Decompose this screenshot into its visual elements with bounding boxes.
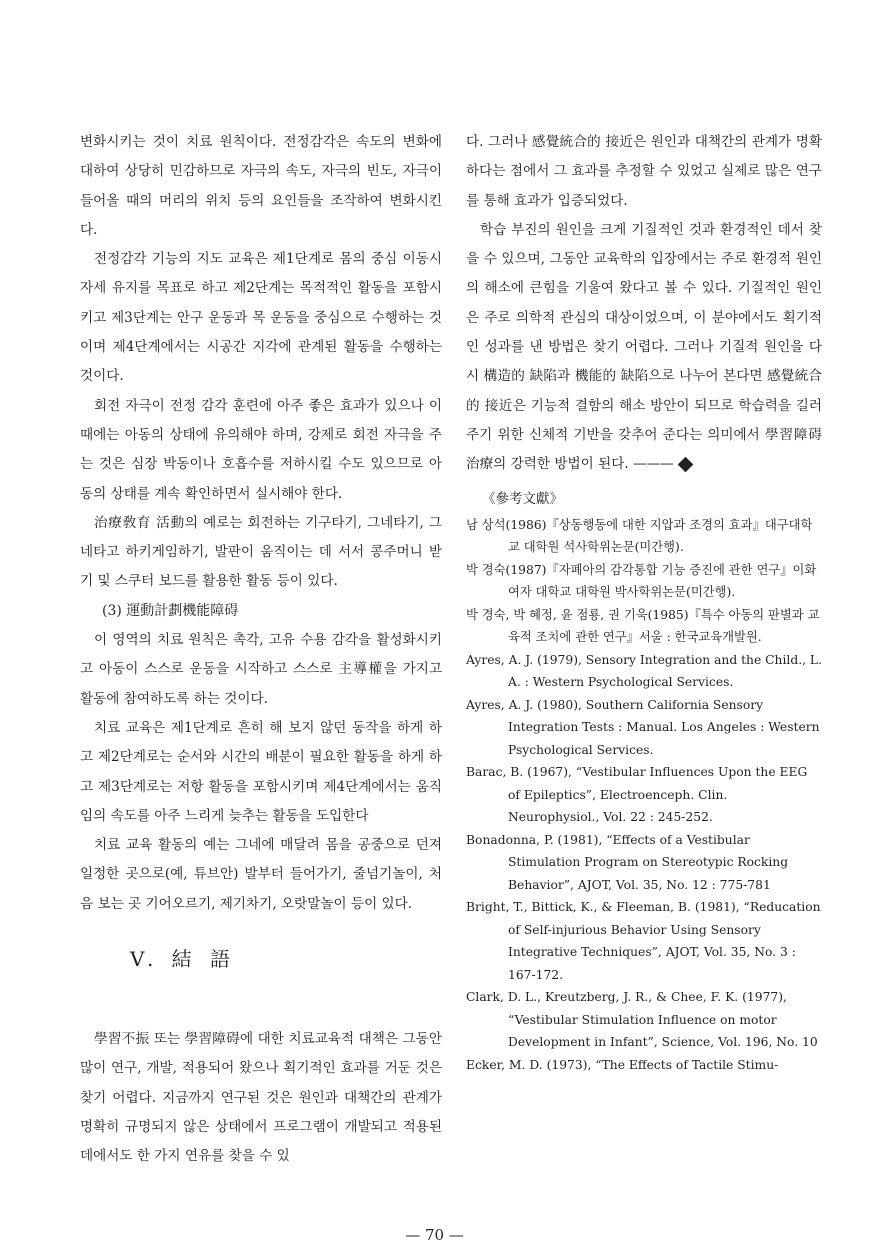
paragraph: 치료 교육은 제1단계로 흔히 해 보지 않던 동작을 하게 하고 제2단계로는 순서와 시간의 배분이 필요한 활동을 하게 하고 제3단계로는 저항 활동을 포함시키며 제4단계에서는 움직임의 속도를 아주 느리게 늦추는 활동을 도입한다: [80, 719, 442, 824]
reference-entry: Bonadonna, P. (1981), “Effects of a Vestibular Stimulation Program on Stereotypic Rocking Behavior”, AJOT, Vol. 35, No. 12 : 775-781: [466, 832, 789, 892]
reference-entry: Barac, B. (1967), “Vestibular Influences Upon the EEG of Epileptics”, Electroenceph. Clin. Neurophysiol., Vol. 22 : 245-252.: [466, 765, 808, 825]
reference-entry: Bright, T., Bittick, K., & Fleeman, B. (1981), “Reducation of Self-injurious Behavior Using Sensory Integrative Techniques”, AJOT, Vol. 35, No. 3 : 167-172.: [466, 900, 821, 982]
paragraph: 治療敎育 活動의 예로는 회전하는 기구타기, 그네타기, 그네타고 하키게임하기, 발판이 움직이는 데 서서 콩주머니 받기 및 스쿠터 보드를 활용한 활동 등이 있다.: [80, 514, 442, 590]
paragraph: 변화시키는 것이 치료 원칙이다. 전정감각은 속도의 변화에 대하여 상당히 민감하므로 자극의 속도, 자극의 빈도, 자극이 들어올 때의 머리의 위치 등의 요인들을 조작하여 변화시킨다.: [80, 134, 442, 238]
paragraph: 學習不振 또는 學習障碍에 대한 치료교육적 대책은 그동안 많이 연구, 개발, 적용되어 왔으나 획기적인 효과를 거둔 것은 찾기 어렵다. 지금까지 연구된 것은 원인과 대책간의 관계가 명확히 규명되지 않은 상태에서 프로그램이 개발되고 적용된 데에서도 한 가지 연유를 찾을 수 있: [80, 1031, 442, 1165]
reference-entry: Clark, D. L., Kreutzberg, J. R., & Chee, F. K. (1977), “Vestibular Stimulation Influence on motor Development in Infant”, Science, Vol. 196, No. 10: [466, 990, 818, 1050]
paragraph: 이 영역의 치료 원칙은 촉각, 고유 수용 감각을 활성화시키고 아동이 스스로 운동을 시작하고 스스로 主導權을 가지고 활동에 참여하도록 하는 것이다.: [80, 632, 442, 707]
paragraph: 회전 자극이 전정 감각 훈련에 아주 좋은 효과가 있으나 이때에는 아동의 상태에 유의해야 하며, 강제로 회전 자극을 주는 것은 심장 박동이나 호흡수를 저하시킬 수도 있으므로 아동의 상태를 계속 확인하면서 실시해야 한다.: [80, 397, 442, 502]
left-column: [80, 128, 442, 1172]
page-number: — 70 —: [405, 1226, 464, 1244]
references-heading: 《參考文獻》: [482, 490, 563, 507]
subheading: (3) 運動計劃機能障碍: [102, 602, 239, 619]
end-mark-icon: [677, 457, 693, 473]
paragraph-with-endmark: [466, 216, 822, 480]
reference-entry: 남 상석(1986)『상동행동에 대한 지압과 조경의 효과』대구대학교 대학원 석사학위논문(미간행).: [466, 517, 813, 555]
reference-entry: Ayres, A. J. (1979), Sensory Integration and the Child., L. A. : Western Psychological Services.: [466, 652, 823, 690]
reference-entry: 박 경숙, 박 혜정, 윤 점룡, 권 기욱(1985)『특수 아동의 판별과 교육적 조치에 관한 연구』서울 : 한국교육개발원.: [466, 607, 820, 645]
right-column: [466, 128, 822, 1076]
paragraph: 치료 교육 활동의 예는 그네에 매달려 몸을 공중으로 던져 일정한 곳으로(예, 튜브안) 발부터 들어가기, 줄넘기놀이, 처음 보는 곳 기어오르기, 제기차기, 오랏말놀이 등이 있다.: [80, 837, 442, 912]
reference-entry: Ecker, M. D. (1973), “The Effects of Tactile Stimu-: [466, 1057, 779, 1072]
reference-entry: Ayres, A. J. (1980), Southern California Sensory Integration Tests : Manual. Los Angeles : Western Psychological Services.: [466, 697, 820, 757]
paragraph: 다. 그러나 感覺統合的 接近은 원인과 대책간의 관계가 명확하다는 점에서 그 효과를 추정할 수 있었고 실제로 많은 연구를 통해 효과가 입증되었다.: [466, 134, 822, 209]
section-title: V. 結 語: [130, 947, 237, 972]
paragraph: 학습 부진의 원인을 크게 기질적인 것과 환경적인 데서 찾을 수 있으며, 그동안 교육학의 입장에서는 주로 환경적 원인의 해소에 큰힘을 기울여 왔다고 볼 수 있다. 기질적인 원인은 주로 의학적 관심의 대상이었으며, 이 분야에서도 획기적인 성과를 낸 방법은 찾기 어렵다. 그러나 기질적 원인을 다시 構造的 缺陷과 機能的 缺陷으로 나누어 본다면 感覺統合的 接近은 기능적 결함의 해소 방안이 되므로 학습력을 길러 주기 위한 신체적 기반을 갖추어 준다는 의미에서 學習障碍 治療의 강력한 방법이 된다. ———: [466, 221, 822, 473]
paragraph: 전정감각 기능의 지도 교육은 제1단계로 몸의 중심 이동시 자세 유지를 목표로 하고 제2단계는 목적적인 활동을 포함시키고 제3단계는 안구 운동과 목 운동을 중심으로 수행하는 것이며 제4단계에서는 시공간 지각에 관계된 활동을 수행하는 것이다.: [80, 251, 442, 385]
reference-entry: 박 경숙(1987)『자폐아의 감각통합 기능 증진에 관한 연구』이화여자 대학교 대학원 박사학위논문(미간행).: [466, 562, 817, 600]
